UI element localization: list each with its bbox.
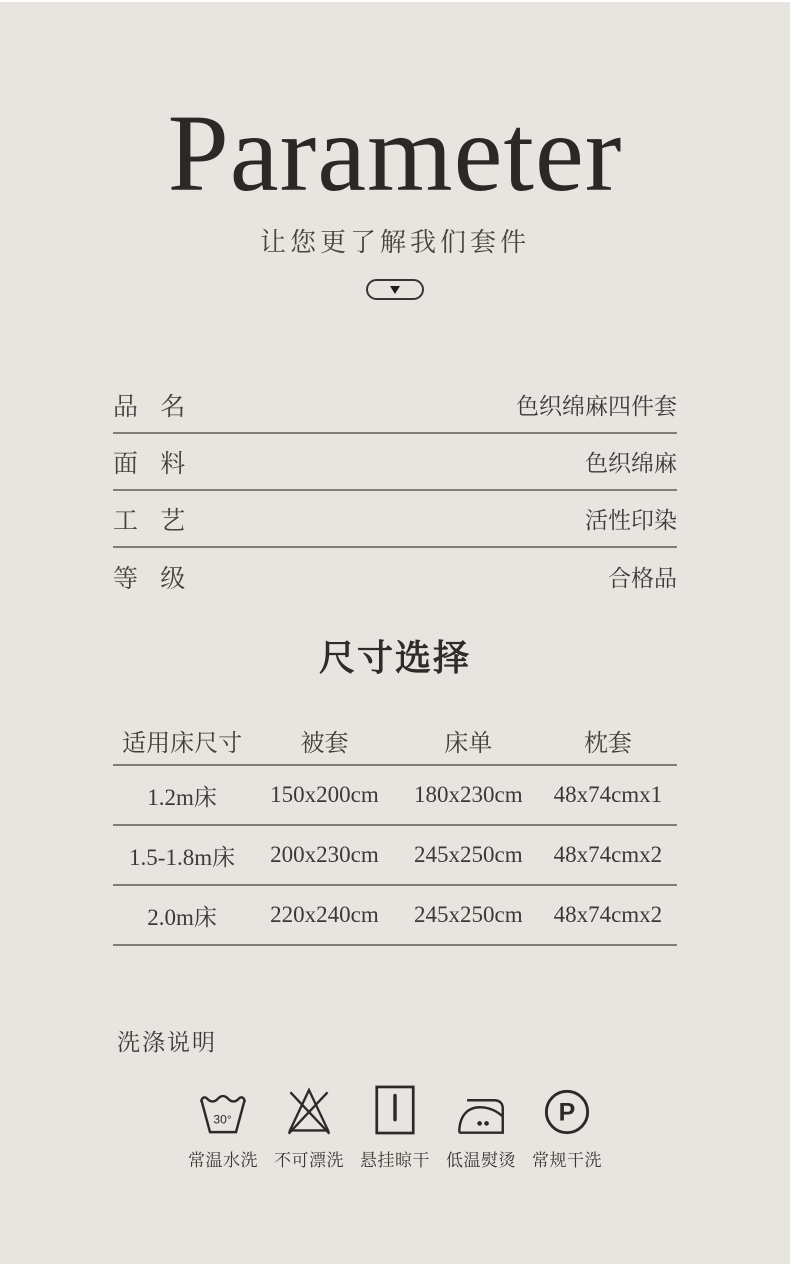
table-cell: 220x240cm (270, 902, 379, 927)
table-cell: 245x250cm (413, 902, 523, 927)
spec-label: 工 艺 (113, 507, 186, 535)
table-cell: 48x74cmx1 (553, 782, 663, 807)
no-bleach-icon (282, 1082, 336, 1136)
table-cell: 48x74cmx2 (553, 902, 663, 927)
care-label: 不可漂洗 (274, 1151, 344, 1170)
page-title: Parameter (167, 92, 623, 214)
table-row (113, 886, 677, 946)
spec-row-craft (113, 491, 677, 548)
spec-row-grade (113, 548, 677, 605)
svg-text:P: P (558, 1098, 576, 1127)
wash-30-icon (197, 1082, 249, 1136)
dry-clean-icon (543, 1082, 591, 1136)
spec-row-fabric (113, 434, 677, 491)
table-row (113, 766, 677, 826)
spec-label: 等 级 (113, 565, 186, 593)
table-cell: 150x200cm (270, 782, 379, 807)
page-subtitle: 让您更了解我们套件 (259, 228, 530, 257)
spec-value: 色织绵麻 (585, 451, 677, 476)
care-label: 常温水洗 (188, 1151, 258, 1170)
top-divider (0, 0, 790, 2)
care-label: 常规干洗 (532, 1151, 602, 1170)
care-item-hang-dry (352, 1082, 438, 1171)
care-label: 悬挂晾干 (360, 1151, 430, 1170)
care-label: 低温熨烫 (446, 1151, 516, 1170)
size-table (113, 716, 677, 946)
table-cell: 48x74cmx2 (553, 842, 663, 867)
care-item-bleach (266, 1082, 352, 1171)
care-item-iron (438, 1082, 524, 1171)
table-cell: 200x230cm (270, 842, 379, 867)
spec-label: 面 料 (113, 450, 186, 478)
spec-value: 色织绵麻四件套 (516, 394, 677, 419)
iron-low-heat-icon (456, 1082, 506, 1136)
table-cell: 1.5-1.8m床 (129, 844, 236, 870)
care-section-title: 洗涤说明 (117, 1030, 217, 1055)
care-item-dry-clean (524, 1082, 610, 1171)
care-item-wash (180, 1082, 266, 1171)
spec-row-name (113, 377, 677, 434)
hang-dry-icon (371, 1082, 419, 1136)
column-header: 被套 (300, 730, 349, 757)
size-section-title: 尺寸选择 (318, 638, 471, 678)
spec-value: 合格品 (608, 566, 677, 591)
table-cell: 245x250cm (413, 842, 523, 867)
spec-label: 品 名 (113, 393, 186, 421)
spec-value: 活性印染 (585, 508, 677, 533)
table-cell: 1.2m床 (147, 784, 217, 810)
svg-text:30°: 30° (213, 1112, 232, 1127)
table-row (113, 826, 677, 886)
triangle-down-icon (390, 286, 400, 294)
spec-table (113, 377, 677, 605)
scroll-hint-pill (366, 279, 424, 300)
column-header: 适用床尺寸 (122, 730, 243, 757)
column-header: 床单 (444, 730, 493, 757)
care-icons-row (0, 1082, 790, 1171)
table-cell: 2.0m床 (147, 904, 217, 930)
size-table-header (113, 716, 677, 766)
table-cell: 180x230cm (413, 782, 523, 807)
column-header: 枕套 (583, 730, 632, 757)
